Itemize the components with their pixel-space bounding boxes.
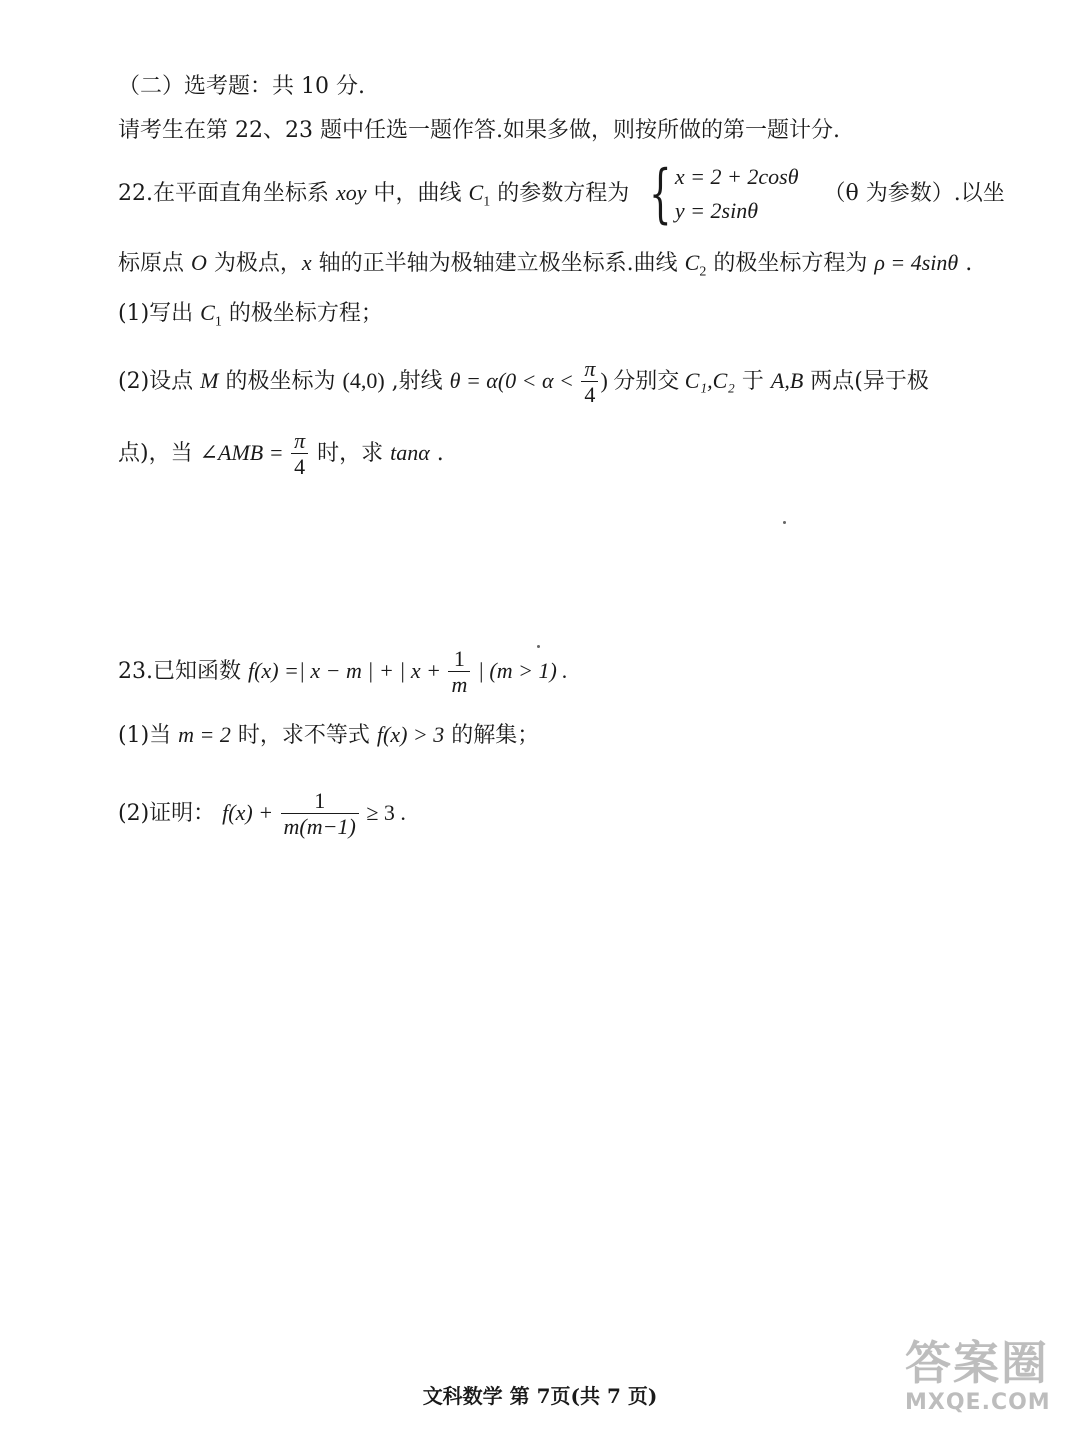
q22-part-2-cont: 点)，当 ∠AMB = $\frac{\pi}{4}$ 时，求 tanα . bbox=[118, 428, 444, 480]
q22-part-2: (2)设点 M 的极坐标为 (4,0) ,射线 θ = α(0 < α < $\frac{\pi}{4}$ ) 分别交 C₁,C₂ 于 A,B 两点(异于极 bbox=[118, 356, 929, 408]
param-eq-y: y = 2sinθ bbox=[674, 198, 759, 224]
q22-line-2: 标原点 O 为极点，x 轴的正半轴为极轴建立极坐标系.曲线 $C_2$ 的极坐标方程为 ρ = 4sinθ . bbox=[118, 250, 973, 280]
fraction-pi-over-4-angle: $\frac{\pi}{4}$ bbox=[291, 428, 308, 480]
param-note: （θ 为参数）.以坐 bbox=[823, 181, 1005, 207]
watermark-logo bbox=[905, 1336, 1075, 1425]
q22-line-1: 22.在平面直角坐标系 xoy 中，曲线 $C_1$ 的参数方程为 { x = 2 + 2cosθ y = 2sinθ （θ 为参数）.以坐 bbox=[118, 157, 1005, 232]
function-definition: f(x) =| x − m | + | x + bbox=[247, 657, 447, 683]
q23-part-1: (1)当 m = 2 时，求不等式 f(x) > 3 的解集； bbox=[118, 722, 540, 748]
q22-part-1: (1)写出 $C_1$ 的极坐标方程； bbox=[118, 300, 383, 330]
section-instruction: 请考生在第 22、23 题中任选一题作答.如果多做，则按所做的第一题计分. bbox=[118, 118, 840, 143]
section-title: （二）选考题：共 10 分. bbox=[118, 74, 365, 99]
scan-speck bbox=[537, 645, 540, 648]
parametric-system bbox=[640, 157, 799, 232]
fraction-1-over-m: $\frac{1}{m}$ bbox=[448, 646, 470, 698]
fraction-1-over-m-m-minus-1: $\frac{1}{m(m-1)}$ bbox=[281, 788, 359, 840]
param-eq-x: x = 2 + 2cosθ bbox=[674, 164, 799, 189]
page-footer: 文科数学 第 7页(共 7 页) bbox=[422, 1384, 658, 1408]
watermark-url: MXQE.COM bbox=[905, 1390, 1051, 1415]
q23-line-1: 23.已知函数 f(x) =| x − m | + | x + $\frac{1}{m}$ | (m > 1) . bbox=[118, 646, 568, 698]
q23-part-2: (2)证明： f(x) + $\frac{1}{m(m-1)}$ ≥ 3 . bbox=[118, 788, 406, 840]
scan-speck bbox=[783, 521, 786, 524]
watermark-chars: 答案圈 bbox=[905, 1336, 1049, 1390]
left-brace: { bbox=[649, 157, 672, 232]
polar-equation: ρ = 4sinθ bbox=[874, 250, 959, 275]
fraction-pi-over-4: $\frac{\pi}{4}$ bbox=[581, 356, 598, 408]
